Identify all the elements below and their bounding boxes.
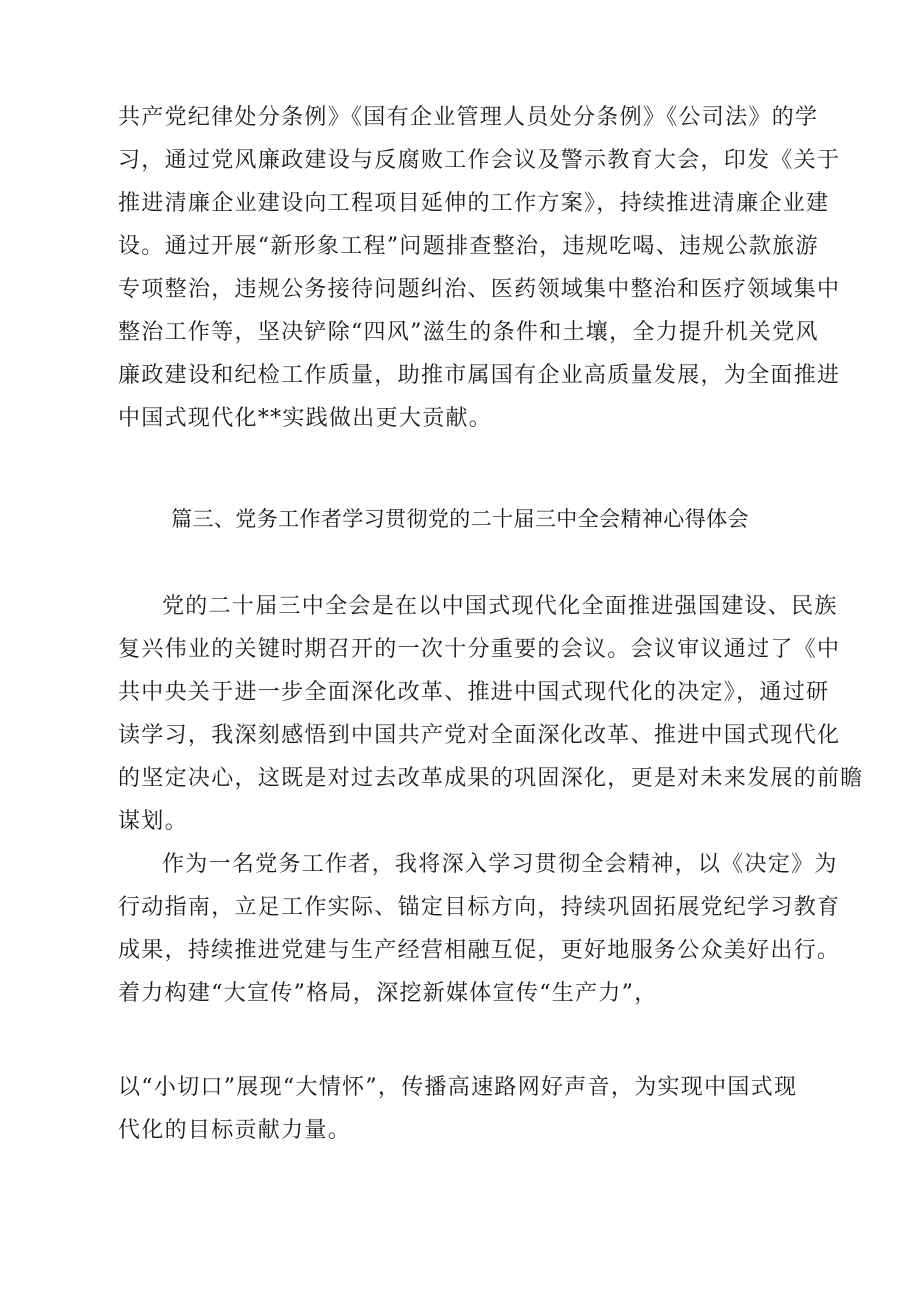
text-line: 中国式现代化**实践做出更大贡献。 <box>118 406 493 431</box>
text-line: 廉政建设和纪检工作质量，助推市属国有企业高质量发展，为全面推进 <box>118 363 841 388</box>
text-line: 专项整治，违规公务接待问题纠治、医药领域集中整治和医疗领域集中 <box>118 277 841 302</box>
text-line: 习，通过党风廉政建设与反腐败工作会议及警示教育大会，印发《关于 <box>118 148 841 173</box>
text-line: 共产党纪律处分条例》《国有企业管理人员处分条例》《公司法》的学 <box>118 105 819 130</box>
text-line: 着力构建“大宣传”格局，深挖新媒体宣传“生产力”， <box>118 981 658 1006</box>
text-line: 整治工作等，坚决铲除“四风”滋生的条件和土壤，全力提升机关党风 <box>118 320 819 345</box>
text-line: 成果，持续推进党建与生产经营相融互促，更好地服务公众美好出行。 <box>118 938 841 963</box>
text-line: 以“小切口”展现“大情怀”，传播高速路网好声音，为实现中国式现 <box>118 1075 798 1100</box>
text-line: 读学习，我深刻感悟到中国共产党对全面深化改革、推进中国式现代化 <box>118 723 841 748</box>
text-line: 复兴伟业的关键时期召开的一次十分重要的会议。会议审议通过了《中 <box>118 637 841 662</box>
text-line: 共中央关于进一步全面深化改革、推进中国式现代化的决定》，通过研 <box>118 680 830 705</box>
text-line: 作为一名党务工作者，我将深入学习贯彻全会精神，以《决定》为 <box>162 852 838 877</box>
section-title: 篇三、党务工作者学习贯彻党的二十届三中全会精神心得体会 <box>171 507 749 531</box>
text-line: 行动指南，立足工作实际、锚定目标方向，持续巩固拓展党纪学习教育 <box>118 895 841 920</box>
text-line: 的坚定决心，这既是对过去改革成果的巩固深化，更是对未来发展的前瞻 <box>118 766 864 791</box>
text-line: 代化的目标贡献力量。 <box>118 1118 352 1143</box>
text-line: 设。通过开展“新形象工程”问题排查整治，违规吃喝、违规公款旅游 <box>118 234 819 259</box>
text-line: 党的二十届三中全会是在以中国式现代化全面推进强国建设、民族 <box>162 594 838 619</box>
text-line: 推进清廉企业建设向工程项目延伸的工作方案》，持续推进清廉企业建 <box>118 191 830 216</box>
text-line: 谋划。 <box>118 809 188 834</box>
